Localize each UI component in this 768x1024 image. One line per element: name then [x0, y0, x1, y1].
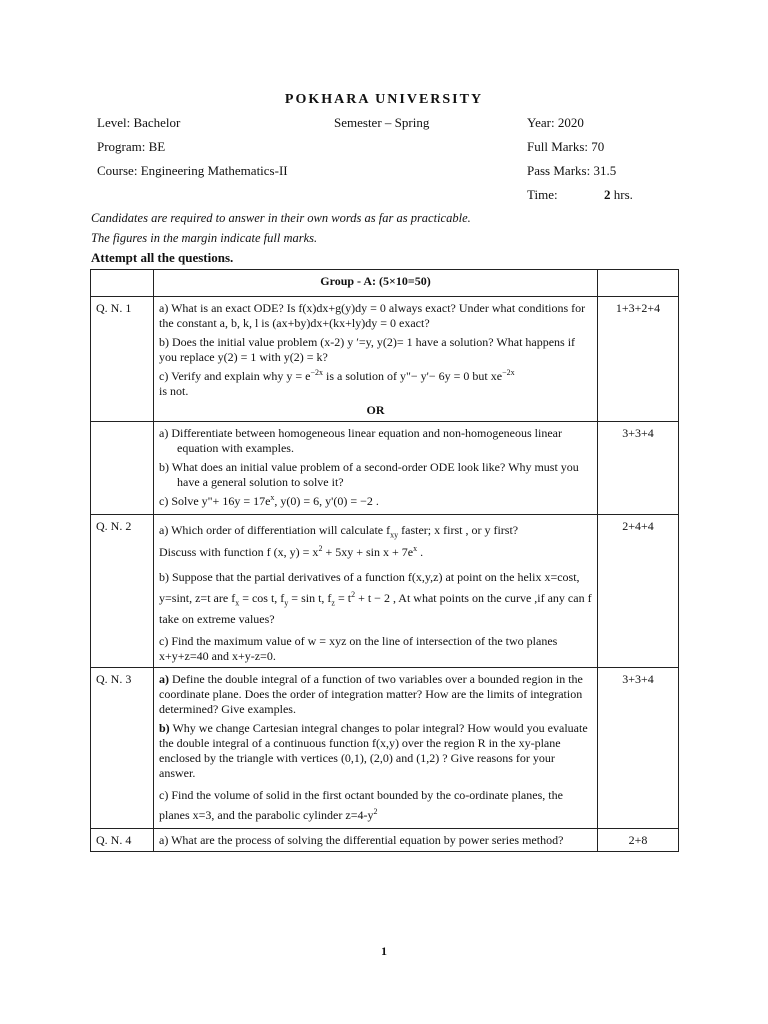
q2-b-text2: , At what points on the curve ,if any can f take on extreme values?: [159, 591, 592, 626]
question-number: Q. N. 3: [91, 668, 154, 829]
q1-c-but: but: [469, 369, 491, 383]
q2-a-text2: faster; x first , or y first?: [398, 523, 519, 537]
q2-b-fz: f: [324, 591, 332, 605]
question-number: Q. N. 2: [91, 515, 154, 668]
q2-b-fz-end: + t − 2: [355, 591, 390, 605]
instruction-line-2: The figures in the margin indicate full marks.: [91, 231, 318, 245]
group-header-empty-cell: [91, 270, 154, 297]
q1-c-exp1: −2x: [310, 368, 324, 377]
q2-b-fz-sup: 2: [351, 590, 356, 599]
q2-a-text3: Discuss with function: [159, 545, 267, 559]
university-title: POKHARA UNIVERSITY: [284, 92, 484, 107]
q1-alt-c-text: c) Solve y"+ 16y = 17e: [159, 494, 271, 508]
q2-a-func: f (x, y) = x: [266, 545, 319, 559]
time-unit: hrs.: [610, 187, 633, 202]
q2-b-fy: f: [277, 591, 285, 605]
q2-a-func-end: .: [417, 545, 424, 559]
question-number: Q. N. 4: [91, 829, 154, 852]
q1-c-mid: is a solution of: [323, 369, 401, 383]
question-row-1-alternative: [91, 422, 679, 515]
q2-a-text1: a) Which order of differentiation will calculate: [159, 523, 387, 537]
q3-part-c: [159, 785, 592, 825]
q1-alt-part-c: [159, 494, 592, 509]
pass-marks-label: Pass Marks: 31.5: [527, 163, 617, 178]
q2-a-func-mid: + 5xy + sin x + 7e: [322, 545, 414, 559]
group-a-title: Group - A: (5×10=50): [154, 270, 598, 297]
time-value: [604, 187, 633, 203]
time-label: Time:: [527, 187, 558, 202]
q3-part-b: [159, 721, 592, 781]
group-a-header-row: [91, 270, 679, 297]
q2-a-fxy: f: [386, 523, 391, 537]
q2-b-fy-eq: = sin t,: [288, 591, 325, 605]
alt-question-number-empty: [91, 422, 154, 515]
question-marks: 2+4+4: [598, 515, 679, 668]
q1-alt-part-a: a) Differentiate between homogeneous linear equation and non-homogeneous linear equation with examples.: [159, 426, 562, 455]
attempt-all-heading: Attempt all the questions.: [91, 250, 234, 265]
q1-c-end: is not.: [159, 384, 189, 398]
question-row-1: [91, 297, 679, 422]
q1-c-prefix: c) Verify and explain why: [159, 369, 287, 383]
q1-alt-part-b: b) What does an initial value problem of a second-order ODE look like? Why must you have a general solution to solve it?: [159, 460, 579, 489]
question-body: [154, 668, 598, 829]
question-row-2: [91, 515, 679, 668]
q1-part-c: [159, 369, 592, 399]
q3-c-sup: 2: [373, 807, 378, 816]
or-separator: OR: [366, 403, 385, 417]
q1-part-b: b) Does the initial value problem (x-2) y ′=y, y(2)= 1 have a solution? What happens if you replace y(2) = 1 with y(2) = k?: [159, 335, 576, 364]
q2-a-fxy-sub: xy: [390, 530, 399, 540]
q1-c-eq1: y = e: [286, 369, 311, 383]
level-label: Level: Bachelor: [97, 115, 181, 130]
q2-part-a: [159, 519, 592, 563]
question-marks: 3+3+4: [598, 422, 679, 515]
q2-a-func-sup1: 2: [318, 544, 323, 553]
q3-b-label: b): [159, 721, 170, 735]
question-marks: 2+8: [598, 829, 679, 852]
q3-a-text: Define the double integral of a function of two variables over a bounded region in the coordinate plane. Does the order of integration matter? How are the limits of integration determined? Give examples.: [159, 672, 583, 716]
instruction-line-1: Candidates are required to answer in their own words as far as practicable.: [91, 211, 471, 225]
q1-c-exp3: −2x: [502, 368, 515, 377]
q2-b-fx-sub: x: [235, 598, 240, 608]
questions-table: [90, 269, 679, 852]
q2-part-c: c) Find the maximum value of w = xyz on the line of intersection of the two planes x+y+z=40 and x+y-z=0.: [159, 634, 558, 663]
question-row-3: [91, 668, 679, 829]
time-number: 2: [604, 187, 611, 202]
q3-b-text: Why we change Cartesian integral changes to polar integral? How would you evaluate the double integral of a continuous function f(x,y) over the region R in the xy-plane enclosed by the triangle with vertices (0,1), (2,0) and (1,2) ? Give reasons for your answer.: [159, 721, 588, 780]
question-row-4: [91, 829, 679, 852]
q1-alt-c-exp: x: [270, 493, 275, 502]
q2-b-fy-sub: y: [284, 598, 289, 608]
question-number: Q. N. 1: [91, 297, 154, 422]
q2-b-fx-eq: = cos t,: [239, 591, 278, 605]
question-marks: 3+3+4: [598, 668, 679, 829]
full-marks-label: Full Marks: 70: [527, 139, 605, 154]
q3-a-label: a): [159, 672, 169, 686]
course-label: Course: Engineering Mathematics-II: [97, 163, 288, 178]
group-header-marks-cell: [598, 270, 679, 297]
q1-part-a: a) What is an exact ODE? Is f(x)dx+g(y)dy = 0 always exact? Under what conditions for the constant a, b, k, l is (ax+by)dx+(kx+ly)dy = 0 exact?: [159, 301, 586, 330]
q2-b-fz-sub: z: [331, 598, 335, 608]
q2-a-func-sup2: x: [413, 544, 418, 553]
question-marks: 1+3+2+4: [598, 297, 679, 422]
q4-part-a: a) What are the process of solving the differential equation by power series method?: [159, 833, 564, 847]
q1-c-eq3: xe: [490, 369, 503, 383]
question-body: [154, 515, 598, 668]
q1-alt-c-end: , y(0) = 6, y'(0) = −2 .: [274, 494, 379, 508]
q2-b-fz-eq: = t: [334, 591, 352, 605]
page-number: 1: [381, 944, 387, 958]
q2-b-text1: b) Suppose that the partial derivatives of a function f(x,y,z) at point on the helix x=cost, y=sint, z=t are: [159, 570, 580, 605]
question-body: [154, 422, 598, 515]
q2-part-b: [159, 567, 592, 630]
program-label: Program: BE: [97, 139, 166, 154]
semester-label: Semester – Spring: [334, 115, 430, 130]
q1-c-eq2: y"− y'− 6y = 0: [400, 369, 470, 383]
question-body: [154, 297, 598, 422]
question-body: [154, 829, 598, 852]
year-label: Year: 2020: [527, 115, 584, 130]
q3-part-a: [159, 672, 592, 717]
q3-c-text: c) Find the volume of solid in the first octant bounded by the co-ordinate planes, the planes x=3, and the parabolic cylinder z=4-y: [159, 788, 563, 822]
q2-b-fx: f: [231, 591, 236, 605]
